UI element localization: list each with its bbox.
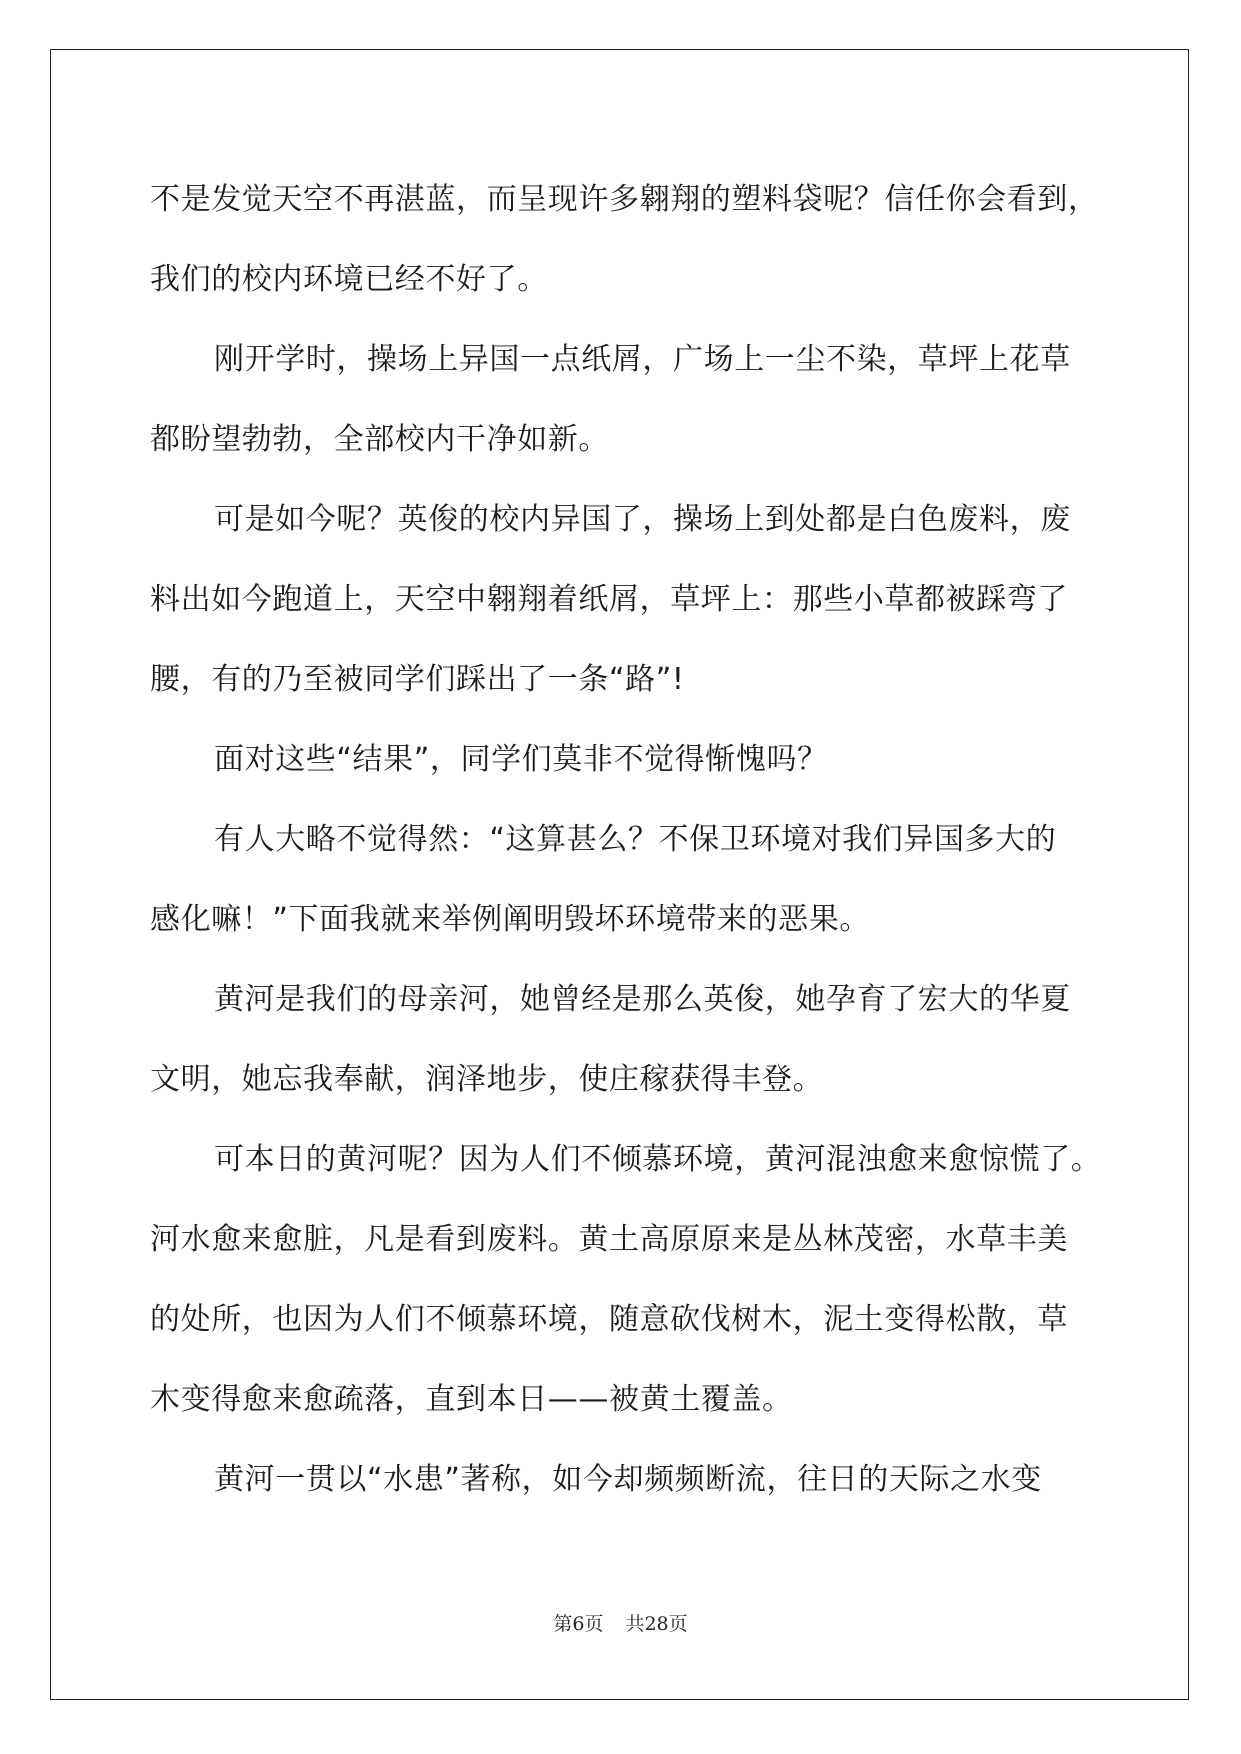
text-line: 感化嘛！”下面我就来举例阐明毁坏环境带来的恶果。 [150, 902, 870, 937]
text-line: 的处所，也因为人们不倾慕环境，随意砍伐树木，泥土变得松散，草 [150, 1302, 1068, 1337]
document-body [150, 160, 1102, 1520]
text-line: 不是发觉天空不再湛蓝，而呈现许多翱翔的塑料袋呢？信任你会看到， [150, 182, 1099, 217]
text-line: 有人大略不觉得然：“这算甚么？不保卫环境对我们异国多大的 [214, 822, 1057, 857]
text-line: 刚开学时，操场上异国一点纸屑，广场上一尘不染，草坪上花草 [214, 342, 1071, 377]
page-footer [0, 1612, 1241, 1636]
text-line: 面对这些“结果”，同学们莫非不觉得惭愧吗？ [214, 742, 828, 777]
text-line: 我们的校内环境已经不好了。 [150, 262, 548, 297]
text-line: 腰，有的乃至被同学们踩出了一条“路”! [150, 662, 685, 697]
text-line: 可本日的黄河呢？因为人们不倾慕环境，黄河混浊愈来愈惊慌了。 [214, 1142, 1102, 1177]
text-line: 黄河一贯以“水患”著称，如今却频频断流，往日的天际之水变 [214, 1462, 1042, 1497]
text-line: 黄河是我们的母亲河，她曾经是那么英俊，她孕育了宏大的华夏 [214, 982, 1071, 1017]
text-line: 河水愈来愈脏，凡是看到废料。黄土高原原来是丛林茂密，水草丰美 [150, 1222, 1068, 1257]
text-line: 木变得愈来愈疏落，直到本日——被黄土覆盖。 [150, 1382, 793, 1417]
text-line: 都盼望勃勃，全部校内干净如新。 [150, 422, 609, 457]
text-line: 料出如今跑道上，天空中翱翔着纸屑，草坪上：那些小草都被踩弯了 [150, 582, 1068, 617]
page-number: 第6页 [553, 1613, 604, 1635]
text-line: 文明，她忘我奉献，润泽地步，使庄稼获得丰登。 [150, 1062, 824, 1097]
text-line: 可是如今呢？英俊的校内异国了，操场上到处都是白色废料，废 [214, 502, 1071, 537]
page-total: 共28页 [625, 1613, 688, 1635]
